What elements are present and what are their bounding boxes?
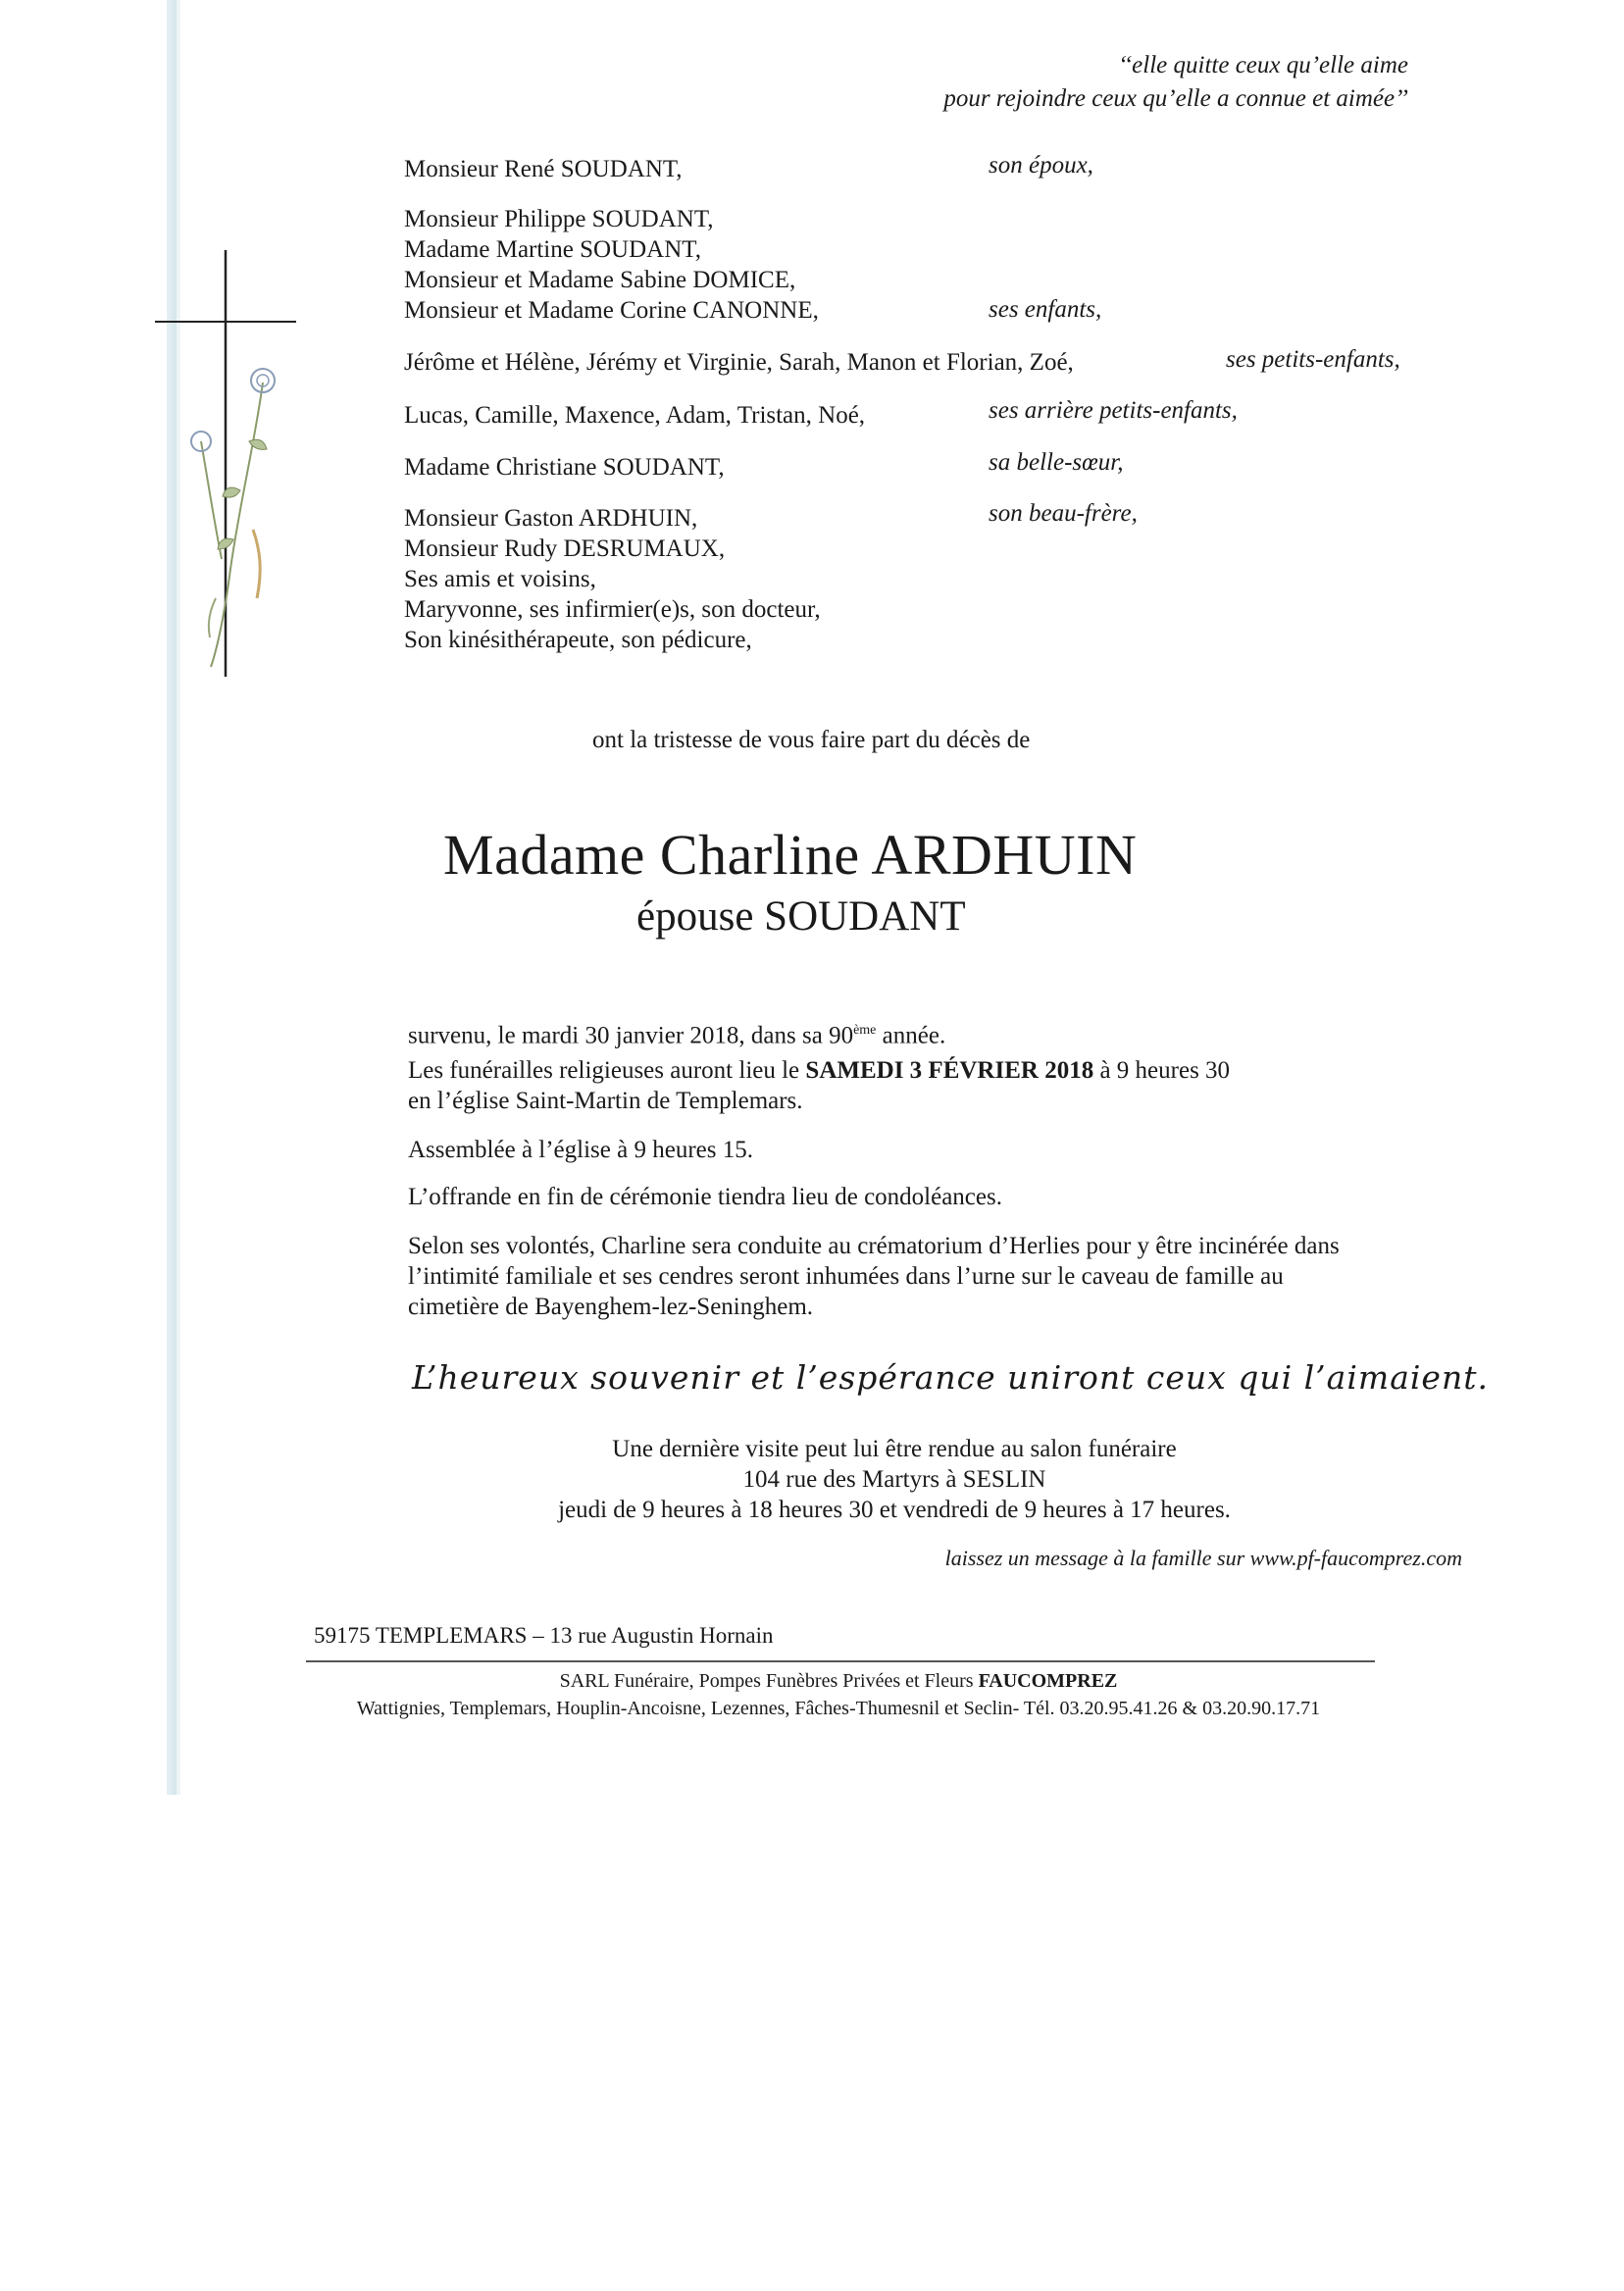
church: en l’église Saint-Martin de Templemars. (408, 1088, 803, 1114)
cross-and-flower-icon (147, 245, 304, 687)
family-name: Monsieur et Madame Sabine DOMICE, (404, 267, 796, 293)
divider (306, 1660, 1375, 1662)
funeral-prefix: Les funérailles religieuses auront lieu le (408, 1057, 806, 1084)
family-name: Monsieur René SOUDANT, (404, 156, 683, 182)
family-name: Madame Martine SOUDANT, (404, 236, 701, 263)
family-relation: son époux, (989, 152, 1093, 178)
ordinal-suffix: ème (853, 1023, 877, 1038)
family-name: Maryvonne, ses infirmier(e)s, son docteur, (404, 596, 821, 623)
footer-locations: Wattignies, Templemars, Houplin-Ancoisne, Lezennes, Fâches-Thumesnil et Seclin- Tél. 03.20.95.41.26 & 03.20.90.17.71 (356, 1698, 1321, 1719)
wishes-line: Selon ses volontés, Charline sera conduite au crématorium d’Herlies pour y être incinérée dans (408, 1233, 1340, 1259)
deceased-spouse: épouse SOUDANT (636, 893, 966, 940)
family-relation: son beau-frère, (989, 500, 1138, 527)
family-relation: ses petits-enfants, (1226, 346, 1400, 373)
deceased-name: Madame Charline ARDHUIN (443, 823, 1138, 887)
footer-brand: FAUCOMPREZ (978, 1670, 1118, 1692)
visit-line: jeudi de 9 heures à 18 heures 30 et vendredi de 9 heures à 17 heures. (558, 1497, 1231, 1523)
funeral-time: à 9 heures 30 (1093, 1057, 1231, 1084)
opening-quote (943, 49, 1408, 116)
family-name: Monsieur et Madame Corine CANONNE, (404, 297, 819, 324)
script-quote: L’heureux souvenir et l’espérance uniront ceux qui l’aimaient. (412, 1358, 1489, 1397)
family-name: Ses amis et voisins, (404, 566, 596, 592)
family-name: Jérôme et Hélène, Jérémy et Virginie, Sarah, Manon et Florian, Zoé, (404, 349, 1074, 376)
death-date-text: survenu, le mardi 30 janvier 2018, dans sa 90 (408, 1022, 854, 1049)
assembly: Assemblée à l’église à 9 heures 15. (408, 1137, 753, 1163)
quote-line-1: ‘‘elle quitte ceux qu’elle aime (1118, 52, 1408, 78)
family-name: Son kinésithérapeute, son pédicure, (404, 627, 752, 653)
family-relation: sa belle-sœur, (989, 449, 1124, 476)
funeral-date: SAMEDI 3 FÉVRIER 2018 (805, 1057, 1094, 1084)
family-relation: ses enfants, (989, 296, 1102, 323)
message-link[interactable]: laissez un message à la famille sur www.pf-faucomprez.com (944, 1546, 1462, 1570)
quote-line-2: pour rejoindre ceux qu’elle a connue et aimée’’ (943, 85, 1408, 112)
family-relation: ses arrière petits-enfants, (989, 397, 1238, 424)
family-name: Madame Christiane SOUDANT, (404, 454, 725, 481)
address: 59175 TEMPLEMARS – 13 rue Augustin Hornain (314, 1623, 774, 1648)
announcement: ont la tristesse de vous faire part du décès de (592, 727, 1031, 753)
footer-company-text: SARL Funéraire, Pompes Funèbres Privées et Fleurs (559, 1670, 979, 1692)
family-name: Monsieur Gaston ARDHUIN, (404, 505, 698, 532)
death-date-end: année. (876, 1022, 946, 1049)
family-name: Monsieur Philippe SOUDANT, (404, 206, 714, 232)
wishes-line: l’intimité familiale et ses cendres seront inhumées dans l’urne sur le caveau de famille au (408, 1263, 1284, 1290)
family-name: Lucas, Camille, Maxence, Adam, Tristan, Noé, (404, 402, 866, 429)
death-date (408, 1015, 945, 1050)
wishes-line: cimetière de Bayenghem-lez-Seninghem. (408, 1294, 814, 1320)
visit-line: 104 rue des Martyrs à SESLIN (742, 1466, 1046, 1493)
funeral-info (408, 1055, 1230, 1086)
visit-line: Une dernière visite peut lui être rendue au salon funéraire (612, 1436, 1177, 1462)
offering: L’offrande en fin de cérémonie tiendra lieu de condoléances. (408, 1184, 1002, 1210)
footer-company (235, 1670, 1442, 1693)
family-name: Monsieur Rudy DESRUMAUX, (404, 535, 726, 562)
